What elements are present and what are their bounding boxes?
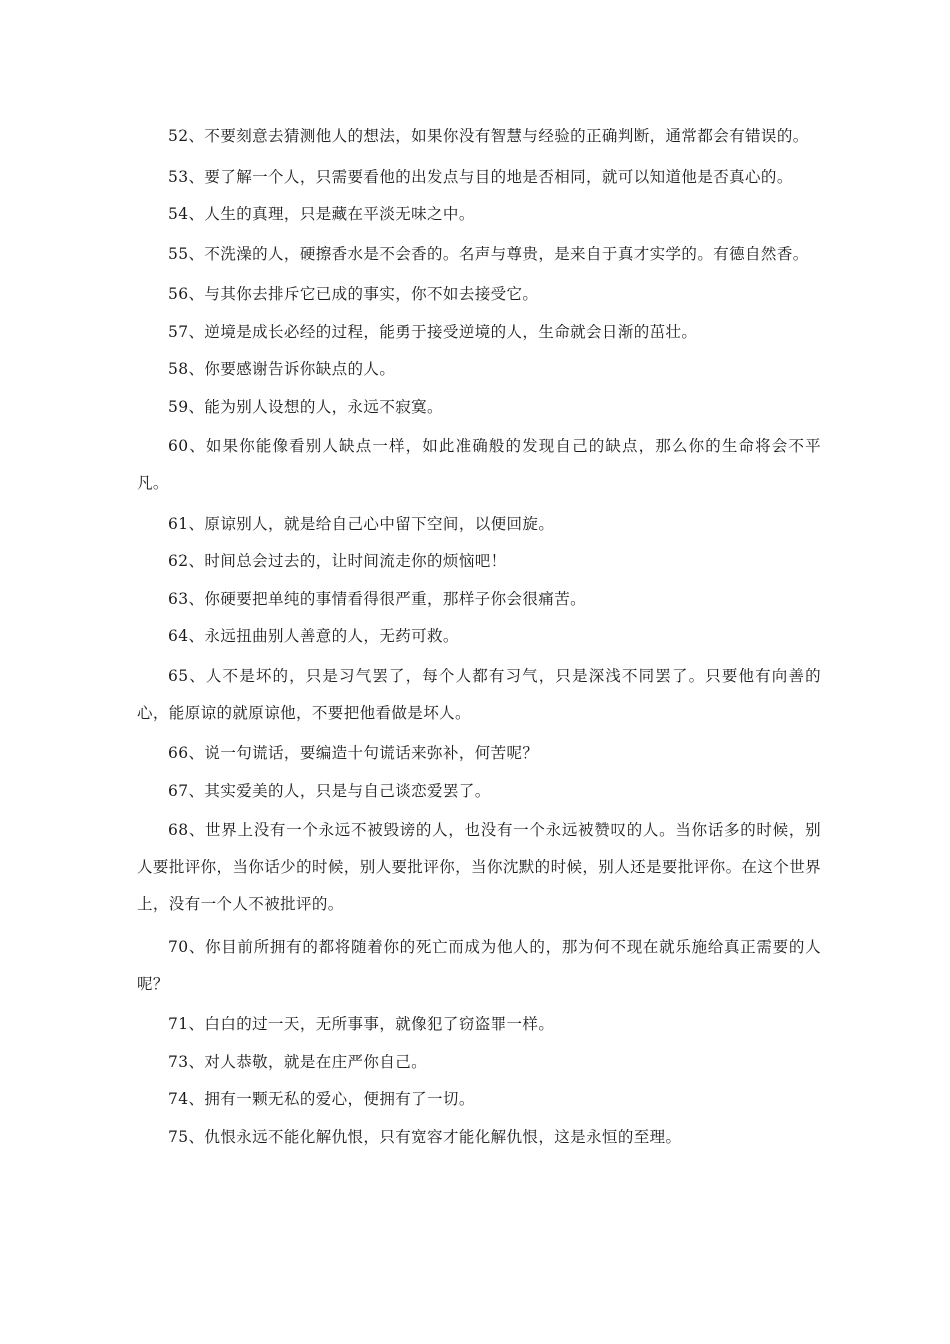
paragraph-60: 60、如果你能像看别人缺点一样，如此准确般的发现自己的缺点，那么你的生命将会不平凡。 — [137, 437, 821, 492]
paragraph-59: 59、能为别人设想的人，永远不寂寞。 — [168, 397, 443, 416]
paragraph-68: 68、世界上没有一个永远不被毁谤的人，也没有一个永远被赞叹的人。当你话多的时候，别人要批评你，当你话少的时候，别人要批评你，当你沈默的时候，别人还是要批评你。在这个世界上，没有一个人不被批评的。 — [137, 821, 821, 913]
paragraph-64: 64、永远扭曲别人善意的人，无药可救。 — [168, 627, 459, 645]
paragraph-70: 70、你目前所拥有的都将随着你的死亡而成为他人的，那为何不现在就乐施给真正需要的人呢？ — [137, 937, 821, 993]
paragraph-65: 65、人不是坏的，只是习气罢了，每个人都有习气，只是深浅不同罢了。只要他有向善的心，能原谅的就原谅他，不要把他看做是坏人。 — [137, 666, 821, 722]
paragraph-57: 57、逆境是成长必经的过程，能勇于接受逆境的人，生命就会日渐的茁壮。 — [168, 322, 698, 341]
paragraph-71: 71、白白的过一天，无所事事，就像犯了窃盗罪一样。 — [168, 1015, 555, 1033]
paragraph-56: 56、与其你去排斥它已成的事实，你不如去接受它。 — [168, 285, 539, 303]
paragraph-55: 55、不洗澡的人，硬擦香水是不会香的。名声与尊贵，是来自于真才实学的。有德自然香。 — [168, 244, 809, 263]
paragraph-52: 52、不要刻意去猜测他人的想法，如果你没有智慧与经验的正确判断，通常都会有错误的。 — [168, 127, 809, 145]
paragraph-54: 54、人生的真理，只是藏在平淡无味之中。 — [168, 205, 475, 223]
paragraph-66: 66、说一句谎话，要编造十句谎话来弥补，何苦呢？ — [168, 744, 539, 762]
paragraph-58: 58、你要感谢告诉你缺点的人。 — [168, 360, 396, 378]
paragraph-61: 61、原谅别人，就是给自己心中留下空间，以便回旋。 — [168, 514, 555, 533]
paragraph-67: 67、其实爱美的人，只是与自己谈恋爱罢了。 — [168, 781, 491, 800]
paragraph-62: 62、时间总会过去的，让时间流走你的烦恼吧！ — [168, 552, 507, 570]
paragraph-53: 53、要了解一个人，只需要看他的出发点与目的地是否相同，就可以知道他是否真心的。 — [168, 167, 793, 186]
document-body — [137, 118, 821, 1158]
paragraph-63: 63、你硬要把单纯的事情看得很严重，那样子你会很痛苦。 — [168, 589, 587, 608]
paragraph-75: 75、仇恨永远不能化解仇恨，只有宽容才能化解仇恨，这是永恒的至理。 — [168, 1127, 682, 1146]
paragraph-73: 73、对人恭敬，就是在庄严你自己。 — [168, 1052, 428, 1071]
paragraph-74: 74、拥有一颗无私的爱心，便拥有了一切。 — [168, 1090, 475, 1108]
